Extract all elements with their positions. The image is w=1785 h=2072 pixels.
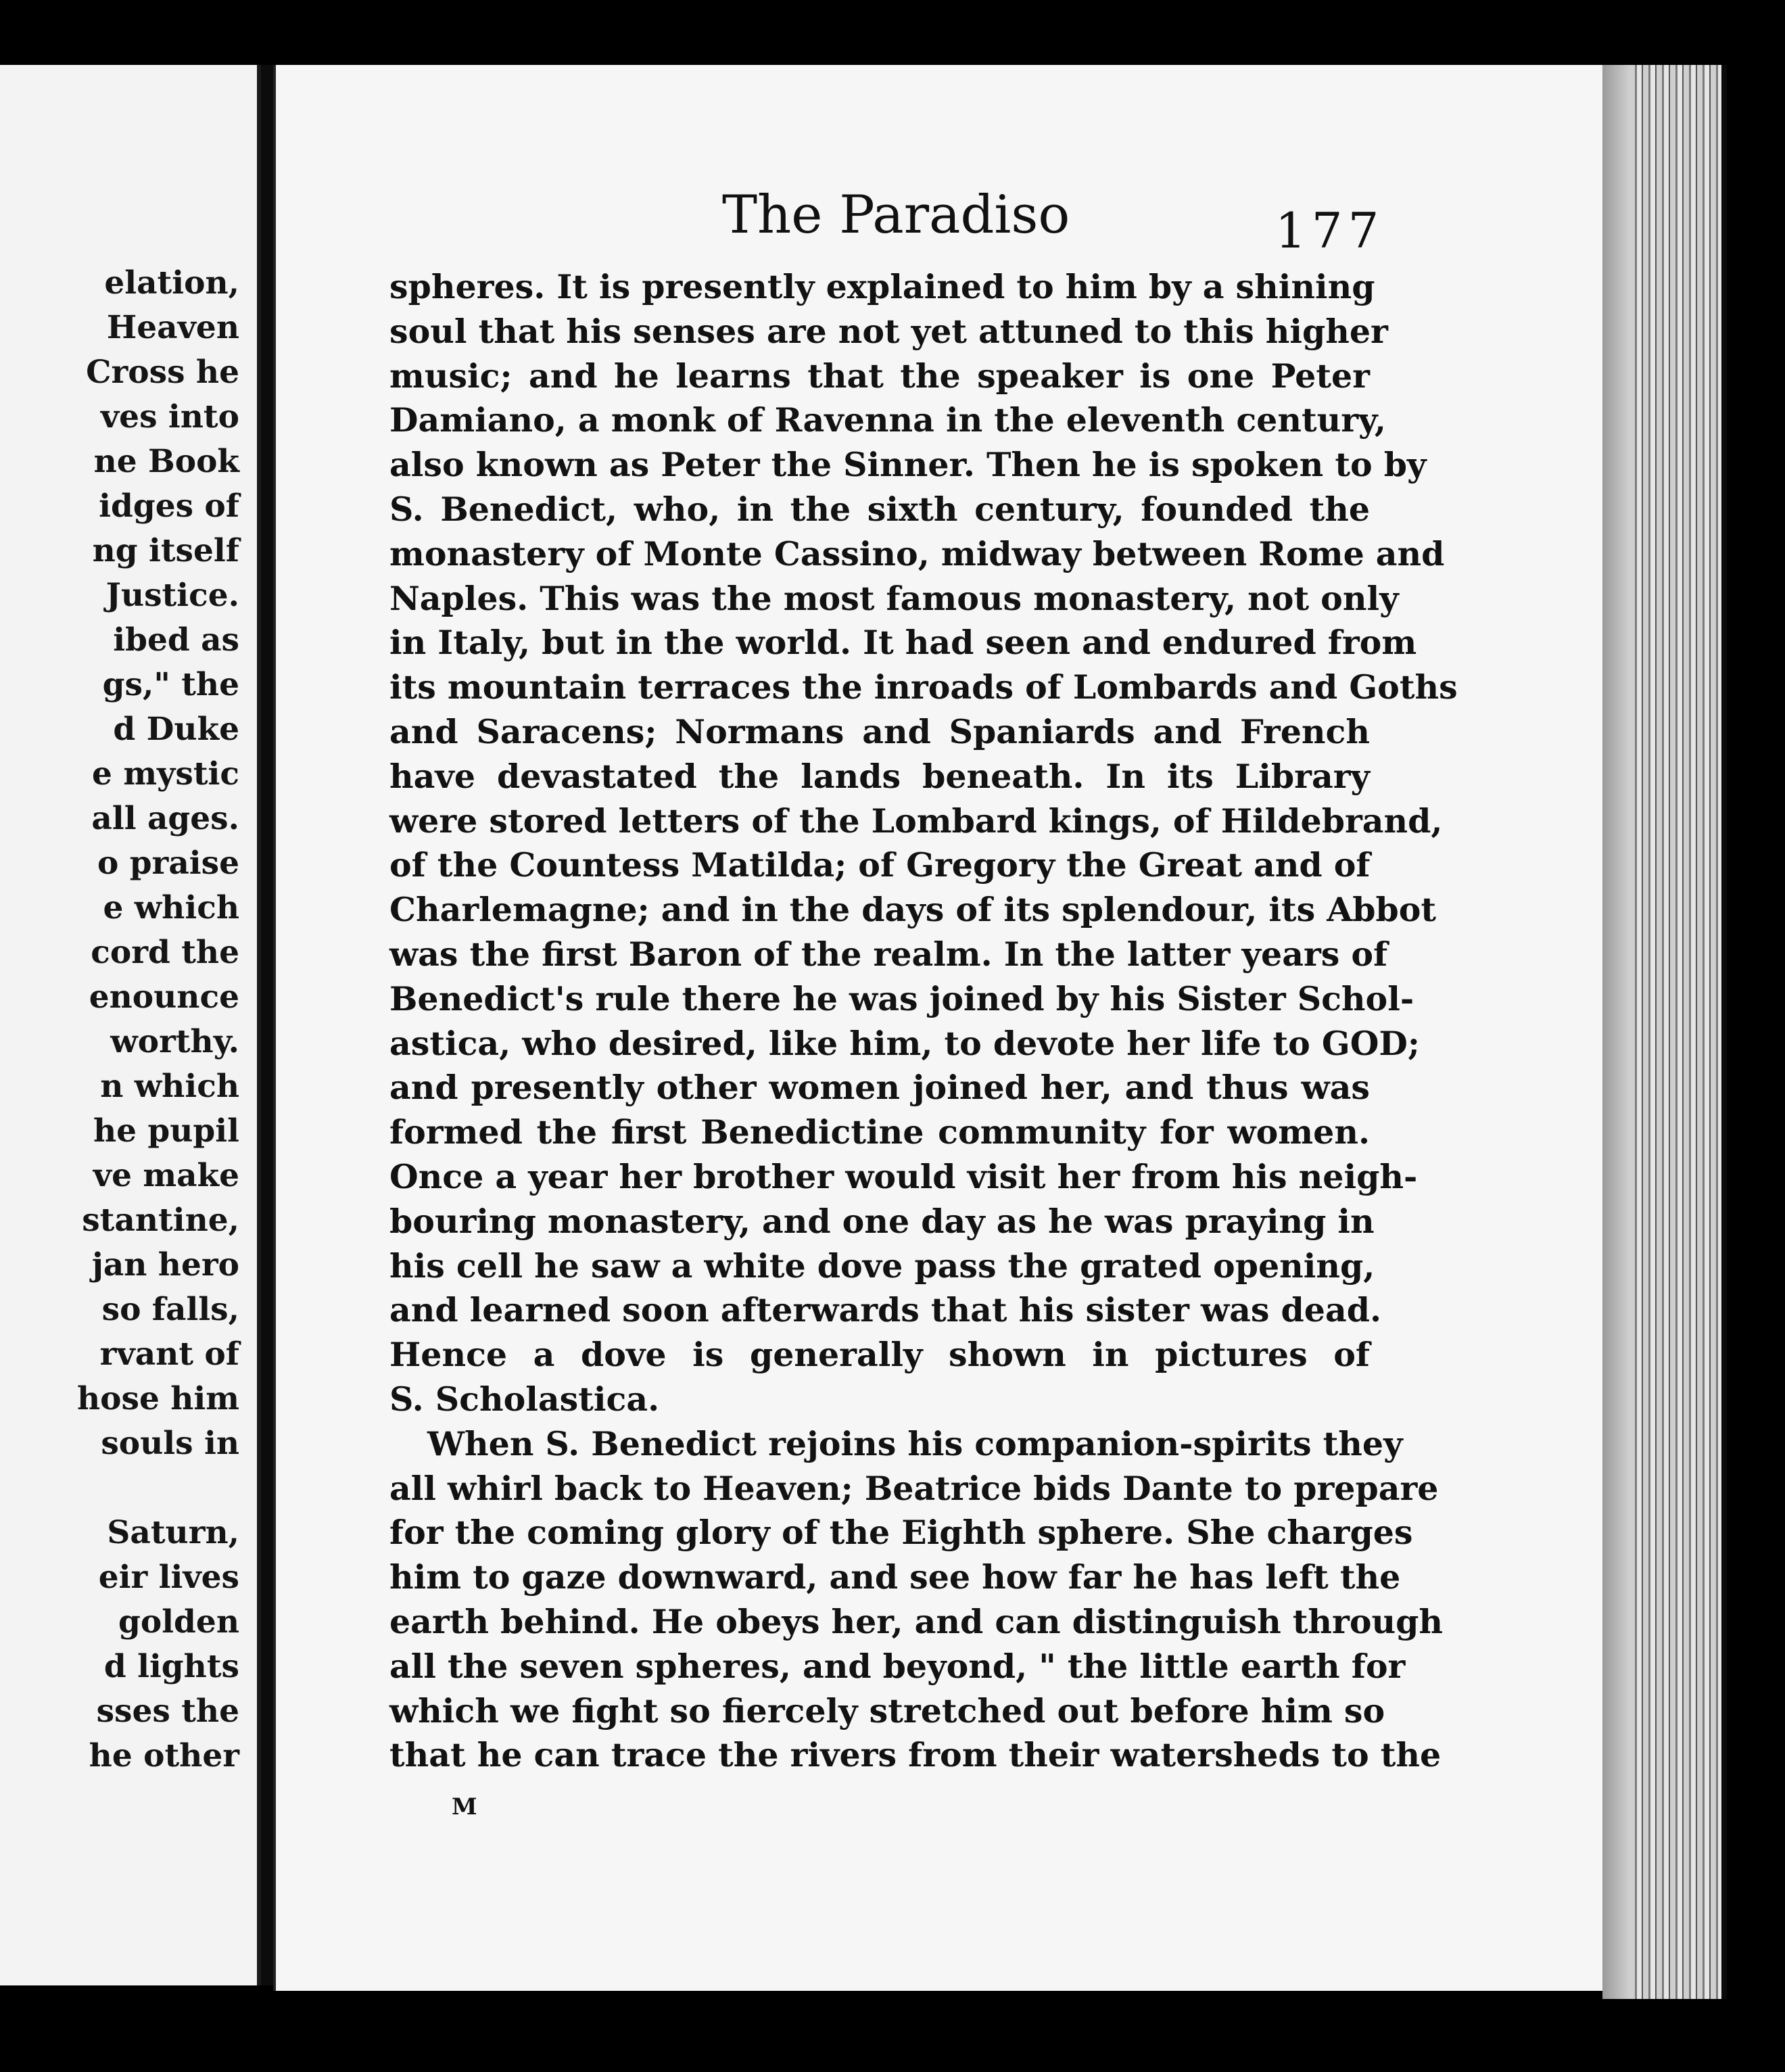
left-page-line: ne Book xyxy=(93,443,239,480)
running-head: The Paradiso xyxy=(722,185,1070,245)
text-line: Charlemagne; and in the days of its splendour, its Abbot xyxy=(389,890,1437,930)
left-page-line: ibed as xyxy=(113,621,239,659)
text-line: and learned soon afterwards that his sister was dead. xyxy=(389,1290,1382,1330)
text-line: Damiano, a monk of Ravenna in the eleventh century, xyxy=(389,400,1386,440)
page-number: 177 xyxy=(1275,202,1385,259)
left-page-line: enounce xyxy=(89,979,239,1016)
text-line: all whirl back to Heaven; Beatrice bids Dante to prepare xyxy=(389,1468,1439,1508)
text-line: monastery of Monte Cassino, midway between Rome and xyxy=(389,534,1445,573)
left-page-line: eir lives xyxy=(98,1559,239,1596)
text-line: soul that his senses are not yet attuned to this higher xyxy=(389,311,1388,351)
left-page-line: souls in xyxy=(101,1425,239,1462)
left-page-line: ng itself xyxy=(92,532,239,569)
text-line: When S. Benedict rejoins his companion-spirits they xyxy=(427,1423,1403,1463)
text-line: in Italy, but in the world. It had seen and endured from xyxy=(389,623,1417,663)
text-line: astica, who desired, like him, to devote her life to GOD; xyxy=(389,1023,1421,1063)
left-page-line: d Duke xyxy=(113,711,239,748)
text-line: Once a year her brother would visit her from his neigh- xyxy=(389,1156,1418,1196)
left-page-line: elation, xyxy=(104,264,239,302)
text-line: and presently other women joined her, and thus was xyxy=(389,1068,1370,1108)
left-page xyxy=(0,65,261,1985)
left-page-line: hose him xyxy=(76,1380,239,1417)
left-page-line: ves into xyxy=(100,398,239,435)
body-text xyxy=(389,265,1458,1778)
text-line: that he can trace the rivers from their watersheds to the xyxy=(389,1735,1442,1775)
text-line: have devastated the lands beneath. In its Library xyxy=(389,756,1370,796)
text-line: of the Countess Matilda; of Gregory the Great and of xyxy=(389,845,1371,885)
left-page-line: Heaven xyxy=(106,309,239,346)
left-page-line: he other xyxy=(89,1737,239,1774)
left-page-line: so falls, xyxy=(101,1291,239,1328)
text-line: its mountain terraces the inroads of Lombards and Goths xyxy=(389,667,1458,707)
left-page-line: gs," the xyxy=(102,666,239,703)
text-line: S. Benedict, who, in the sixth century, founded the xyxy=(389,489,1370,529)
left-page-line: sses the xyxy=(96,1693,239,1730)
left-page-line: stantine, xyxy=(82,1202,239,1239)
left-page-line: n which xyxy=(100,1068,239,1105)
text-line: Benedict's rule there he was joined by his Sister Schol- xyxy=(389,979,1414,1018)
text-line: Hence a dove is generally shown in pictures of xyxy=(389,1335,1370,1375)
left-page-line: ve make xyxy=(93,1157,239,1194)
text-line: earth behind. He obeys her, and can distinguish through xyxy=(389,1601,1444,1641)
text-line: also known as Peter the Sinner. Then he is spoken to by xyxy=(389,445,1427,485)
text-line: and Saracens; Normans and Spaniards and French xyxy=(389,711,1370,751)
text-line: all the seven spheres, and beyond, " the little earth for xyxy=(389,1646,1406,1686)
left-page-line: e mystic xyxy=(92,755,239,793)
left-page-line: all ages. xyxy=(91,800,239,837)
text-line: spheres. It is presently explained to him by a shining xyxy=(389,267,1375,306)
left-page-line: Justice. xyxy=(105,577,239,614)
left-page-line: o praise xyxy=(97,845,239,882)
text-line: formed the first Benedictine community for women. xyxy=(389,1112,1370,1152)
text-line: S. Scholastica. xyxy=(389,1379,660,1419)
left-page-line: idges of xyxy=(99,488,239,525)
left-page-line: rvant of xyxy=(99,1336,239,1373)
signature-mark: M xyxy=(452,1793,477,1820)
text-line: his cell he saw a white dove pass the grated opening, xyxy=(389,1246,1375,1286)
text-line: Naples. This was the most famous monastery, not only xyxy=(389,578,1399,618)
text-line: which we fight so fiercely stretched out before him so xyxy=(389,1691,1385,1730)
page-edges xyxy=(1602,65,1727,1999)
page-edge-shadow xyxy=(1602,65,1629,1999)
left-page-line: d lights xyxy=(103,1648,239,1685)
text-line: for the coming glory of the Eighth sphere. She charges xyxy=(389,1513,1413,1553)
text-line: were stored letters of the Lombard kings, of Hildebrand, xyxy=(389,801,1443,841)
left-page-line: Cross he xyxy=(86,354,239,391)
text-line: bouring monastery, and one day as he was praying in xyxy=(389,1201,1375,1241)
text-line: him to gaze downward, and see how far he has left the xyxy=(389,1557,1401,1597)
left-page-line: worthy. xyxy=(110,1023,239,1060)
left-page-line: golden xyxy=(118,1603,239,1641)
text-line: music; and he learns that the speaker is one Peter xyxy=(389,356,1370,396)
left-page-line: e which xyxy=(103,889,239,926)
left-page-line: he pupil xyxy=(93,1112,239,1150)
left-page-line: Saturn, xyxy=(107,1514,239,1551)
left-page-line: cord the xyxy=(91,934,239,971)
left-page-line: jan hero xyxy=(91,1246,239,1284)
text-line: was the first Baron of the realm. In the latter years of xyxy=(389,934,1388,974)
